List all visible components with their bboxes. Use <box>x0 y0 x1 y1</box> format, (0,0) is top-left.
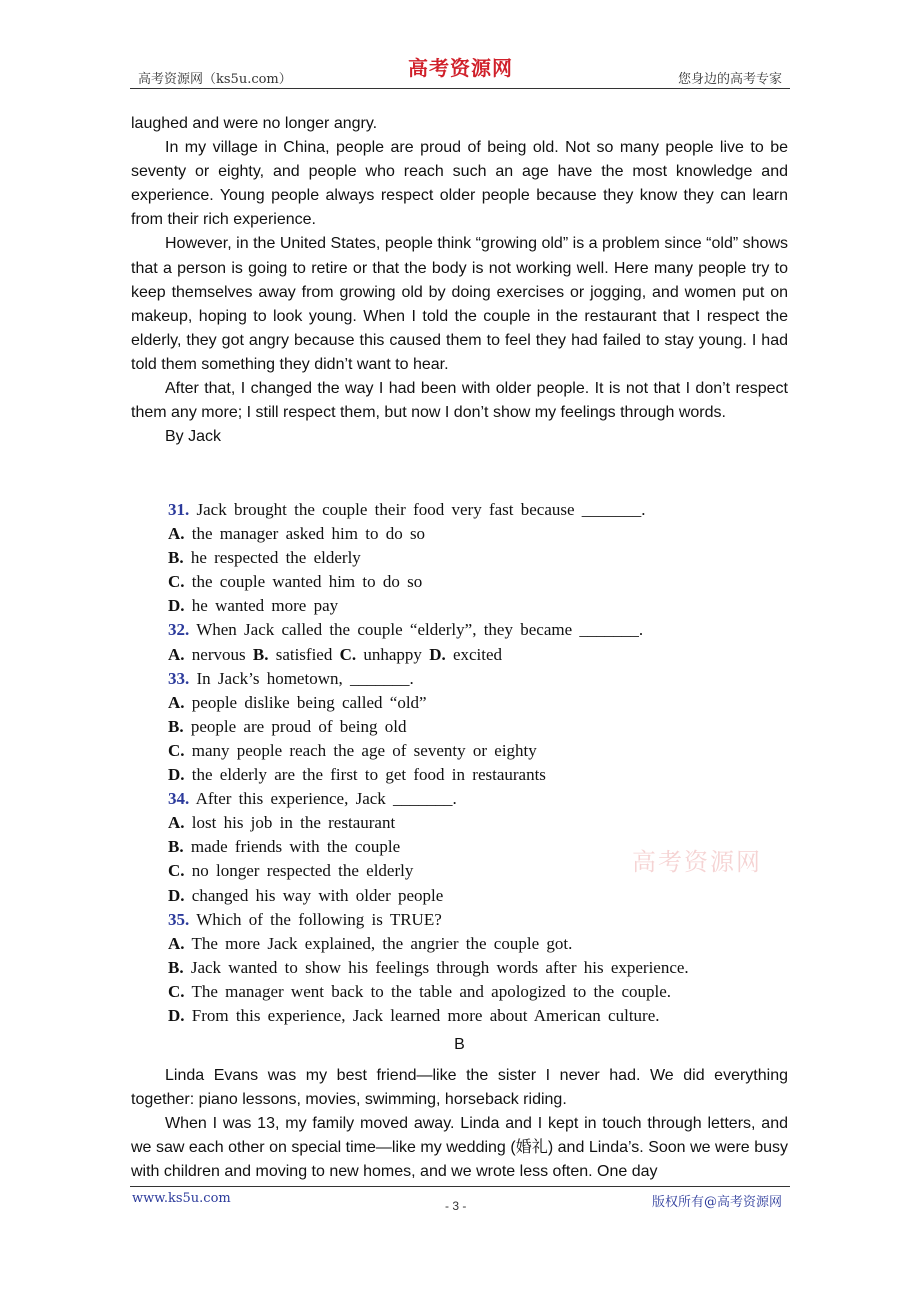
q31-option-b: B. he respected the elderly <box>168 548 361 568</box>
passage-a-p0: laughed and were no longer angry. <box>131 115 378 132</box>
q34-option-b: B. made friends with the couple <box>168 837 401 857</box>
q34-option-c: C. no longer respected the elderly <box>168 861 414 881</box>
question-33: 33. In Jack’s hometown, _______. <box>168 668 414 688</box>
q33-option-b: B. people are proud of being old <box>168 716 407 736</box>
q33-option-a: A. people dislike being called “old” <box>168 692 427 712</box>
q34-option-a: A. lost his job in the restaurant <box>168 813 396 833</box>
question-35: 35. Which of the following is TRUE? <box>168 909 442 929</box>
passage-a-p1: In my village in China, people are proud of being old. Not so many people live to be seventy or eighty, and people who reach such an age have the most knowledge and experience. Young people always respect older people because they know they can learn from their rich experience. <box>131 139 788 229</box>
passage-a <box>131 112 788 449</box>
q31-option-d: D. he wanted more pay <box>168 596 339 616</box>
header-logo: 高考资源网 <box>408 56 513 80</box>
passage-b-p1: Linda Evans was my best friend—like the sister I never had. We did everything together: piano lessons, movies, swimming, horseback riding. <box>131 1067 788 1109</box>
passage-a-p3: After that, I changed the way I had been with older people. It is not that I don’t respect them any more; I still respect them, but now I don’t show my feelings through words. <box>131 380 788 422</box>
header-slogan: 您身边的高考专家 <box>677 72 782 87</box>
footer-copyright: 版权所有@高考资源网 <box>651 1195 782 1210</box>
section-b-title: B <box>454 1036 465 1053</box>
q33-option-c: C. many people reach the age of seventy or eighty <box>168 740 537 760</box>
q34-option-d: D. changed his way with older people <box>168 885 444 905</box>
q32-options: A. nervous B. satisfied C. unhappy D. excited <box>168 644 503 664</box>
question-31: 31. Jack brought the couple their food very fast because _______. <box>168 500 646 519</box>
q35-option-b: B. Jack wanted to show his feelings through words after his experience. <box>168 957 689 977</box>
watermark-logo: 高考资源网 <box>632 848 762 876</box>
q35-option-a: A. The more Jack explained, the angrier the couple got. <box>168 933 573 953</box>
q31-option-a: A. the manager asked him to do so <box>168 524 426 544</box>
footer-site-link[interactable]: www.ks5u.com <box>132 1191 231 1206</box>
q35-option-d: D. From this experience, Jack learned more about American culture. <box>168 1005 660 1025</box>
passage-a-author: By Jack <box>165 428 222 446</box>
question-32: 32. When Jack called the couple “elderly”, they became _______. <box>168 620 644 640</box>
page-footer <box>130 1186 790 1227</box>
header-site-name: 高考资源网（ks5u.com） <box>138 72 292 87</box>
page-header <box>130 52 790 89</box>
passage-a-p2: However, in the United States, people think “growing old” is a problem since “old” shows that a person is going to retire or that the body is not working well. Here many people try to keep themselves away from growing old by doing exercises or jogging, and women put on makeup, hoping to look young. When I told the couple in the restaurant that I respect the elderly, they got angry because this caused them to feel they had failed to stay young. I had told them something they didn’t want to hear. <box>131 235 788 373</box>
passage-b-p2: When I was 13, my family moved away. Linda and I kept in touch through letters, and we saw each other on special time—like my wedding (婚礼) and Linda’s. Soon we were busy with children and moving to new homes, and we wrote less often. One day <box>131 1115 788 1181</box>
page-number: - 3 - <box>445 1199 467 1213</box>
questions-block <box>168 498 788 1028</box>
question-34: 34. After this experience, Jack _______. <box>168 789 457 809</box>
q33-option-d: D. the elderly are the first to get food in restaurants <box>168 765 546 785</box>
q35-option-c: C. The manager went back to the table and apologized to the couple. <box>168 981 672 1001</box>
q31-option-c: C. the couple wanted him to do so <box>168 572 423 592</box>
passage-b <box>131 1064 788 1184</box>
